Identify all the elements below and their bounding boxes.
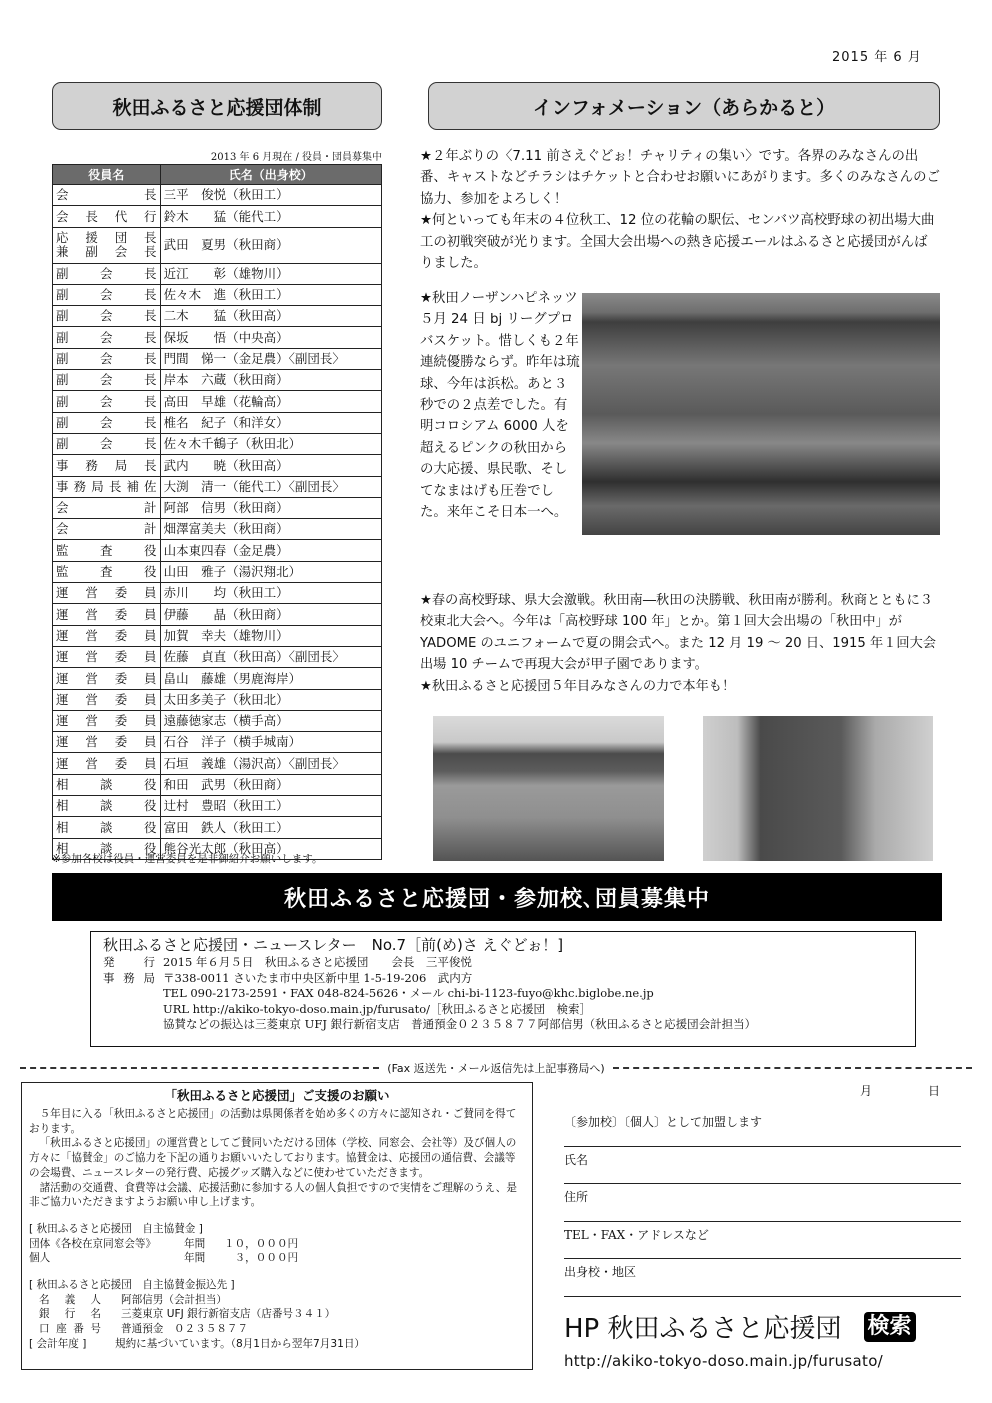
officer-role: 副会長 (53, 348, 161, 369)
officer-name: 石垣 義雄（湯沢高）〈副団長〉 (160, 753, 381, 774)
officer-role: 相談役 (53, 817, 161, 838)
officer-role: 事務局長補佐 (53, 476, 161, 497)
table-row (53, 497, 382, 518)
form-label-name: 氏名 (564, 1153, 589, 1167)
recruitment-banner: 秋田ふるさと応援団・参加校､団員募集中 (52, 873, 942, 921)
officer-role: 監査役 (53, 540, 161, 561)
photo-baseball-field-namahage (433, 716, 664, 861)
form-day-label: 日 (928, 1084, 941, 1098)
table-row (53, 646, 382, 667)
info-text-top (420, 146, 940, 274)
officer-name: 辻村 豊昭（秋田工） (160, 796, 381, 817)
officer-role: 運営委員 (53, 753, 161, 774)
info-paragraph-3: ★秋田ノーザンハピネッツ５月 24 日 bj リーグプロバスケット。惜しくも２年連続優勝ならず。昨年は琉球、今年は浜松。あと３秒での２点差でした。有明コロシアム 6000 人を超えるピンクの秋田からの大応援、県民歌、そしてなまはげも圧巻でした。来年こそ日本一へ。 (420, 291, 580, 521)
table-row (53, 476, 382, 497)
table-row (53, 185, 382, 206)
officer-name: 伊藤 晶（秋田商） (160, 604, 381, 625)
table-row (53, 284, 382, 305)
form-month-label: 月 (860, 1084, 873, 1098)
officer-name: 佐藤 貞直（秋田高）〈副団長〉 (160, 646, 381, 667)
table-header-row (53, 165, 382, 185)
officer-role: 会長代行 (53, 206, 161, 227)
support-paragraph-1: ５年目に入る「秋田ふるさと応援団」の活動は県関係者を始め多くの方々に認知され・ご賛同を得ております。 (29, 1108, 517, 1135)
bank-row (29, 1322, 525, 1337)
officer-name: 石谷 洋子（横手城南） (160, 732, 381, 753)
table-note: ※参加各校は役員・運営委員を是非御紹介お願いします。 (52, 853, 323, 865)
officer-name: 山田 雅子（湯沢翔北） (160, 561, 381, 582)
form-line-school[interactable] (564, 1296, 961, 1297)
officer-name: 保坂 悟（中央高） (160, 327, 381, 348)
fee-row (29, 1251, 525, 1266)
table-row (53, 753, 382, 774)
colophon-tel-row (103, 986, 903, 1002)
officer-role: 監査役 (53, 561, 161, 582)
search-badge[interactable]: 検索 (864, 1312, 916, 1342)
colophon-office-value: 〒338-0011 さいたま市中央区新中里 1-5-19-206 武内方 (163, 970, 473, 985)
form-label-address: 住所 (564, 1190, 589, 1204)
table-row (53, 327, 382, 348)
colophon-office-row (103, 971, 903, 987)
fiscal-row (29, 1337, 525, 1352)
dashed-divider (613, 1067, 972, 1069)
officer-role: 相談役 (53, 838, 161, 859)
officer-role: 運営委員 (53, 668, 161, 689)
section-header-information: インフォメーション（あらかると） (428, 82, 940, 130)
officer-name: 武田 夏男（秋田商） (160, 227, 381, 263)
table-row (53, 227, 382, 263)
table-row (53, 817, 382, 838)
officer-role: 相談役 (53, 796, 161, 817)
officer-name: 阿部 信男（秋田商） (160, 497, 381, 518)
officer-role: 会計 (53, 497, 161, 518)
table-row (53, 604, 382, 625)
officer-role: 副会長 (53, 263, 161, 284)
officer-role: 副会長 (53, 370, 161, 391)
info-paragraph-2: ★何といっても年末の４位秋工、12 位の花輪の駅伝、センバツ高校野球の初出場大曲工の初戦突破が光ります。全国大会出場への熱き応援エールはふるさと応援団がんばりました。 (420, 213, 935, 272)
officer-role: 相談役 (53, 774, 161, 795)
column-header-role: 役員名 (53, 165, 161, 185)
table-row (53, 206, 382, 227)
bank-heading: [ 秋田ふるさと応援団 自主協賛金振込先 ] (29, 1279, 235, 1292)
form-line-name[interactable] (564, 1183, 961, 1184)
officer-role-line: 兼副会長 (56, 244, 157, 260)
fee-period: 年間 (184, 1237, 206, 1250)
fee-row (29, 1237, 525, 1252)
fee-who: 個人 (29, 1252, 51, 1265)
officer-role: 運営委員 (53, 710, 161, 731)
fiscal-label: [ 会計年度 ] (29, 1337, 87, 1350)
officer-table (52, 164, 382, 860)
colophon-title: 秋田ふるさと応援団・ニュースレター No.7［前(め)さ えぐどぉ！] (103, 936, 564, 954)
fee-heading: [ 秋田ふるさと応援団 自主協賛金 ] (29, 1222, 203, 1235)
dashed-divider (20, 1067, 379, 1069)
table-row (53, 774, 382, 795)
form-line-contact[interactable] (564, 1258, 961, 1259)
table-row (53, 519, 382, 540)
officer-name: 岸本 六蔵（秋田商） (160, 370, 381, 391)
spacer (103, 1017, 163, 1033)
fee-amount: ３，０００円 (224, 1252, 299, 1265)
homepage-url[interactable]: http://akiko-tokyo-doso.main.jp/furusato/ (564, 1352, 884, 1370)
colophon-bank-row (103, 1017, 903, 1033)
info-paragraph-5: ★秋田ふるさと応援団５年目みなさんの力で本年も！ (420, 678, 736, 694)
officer-role: 会長 (53, 185, 161, 206)
support-paragraph-3: 諸活動の交通費、食費等は会議、応援活動に参加する人の個人負担ですので実情をご理解のうえ、是非ご協力いただきますようお願い申し上げます。 (29, 1181, 517, 1209)
officer-name: 富田 鉄人（秋田工） (160, 817, 381, 838)
officer-role: 事務局長 (53, 455, 161, 476)
table-row (53, 348, 382, 369)
colophon-url-link[interactable]: URL http://akiko-tokyo-doso.main.jp/furusato/［秋田ふるさと応援団 検索］ (163, 1001, 591, 1016)
info-paragraph-1: ★２年ぶりの〈7.11 前さえぐどぉ！チャリティの集い〉です。各界のみなさんの出番、キャストなどチラシはチケットと合わせお願いにあがります。多くのみなさんのご協力、参加をよろしく！ (420, 149, 940, 207)
officer-name: 赤川 均（秋田工） (160, 583, 381, 604)
officer-name: 熊谷光太郎（秋田高） (160, 838, 381, 859)
colophon-issue-label: 発行 (103, 955, 155, 969)
officer-name: 加賀 幸夫（雄物川） (160, 625, 381, 646)
officer-name: 二木 猛（秋田高） (160, 306, 381, 327)
support-request-box (21, 1082, 533, 1370)
colophon-issue-row (103, 955, 903, 971)
officer-role-line: 応援団長 (56, 230, 157, 246)
colophon-url-row (103, 1002, 903, 1018)
officer-role: 副会長 (53, 391, 161, 412)
fee-who: 団体《各校在京同窓会等》 (29, 1237, 157, 1250)
officer-name: 椎名 紀子（和洋女） (160, 412, 381, 433)
bank-key: 名義人 (39, 1293, 101, 1306)
officer-name: 佐々木 進（秋田工） (160, 284, 381, 305)
bank-row (29, 1293, 525, 1308)
form-label-contact: TEL・FAX・アドレスなど (564, 1228, 709, 1242)
officer-name: 武内 暁（秋田高） (160, 455, 381, 476)
officer-role (53, 227, 161, 263)
bank-key: 口座番号 (39, 1323, 101, 1336)
issue-date: 2015 年 6 月 (832, 50, 922, 65)
officer-role: 副会長 (53, 284, 161, 305)
officer-role: 運営委員 (53, 689, 161, 710)
table-row (53, 796, 382, 817)
table-row (53, 625, 382, 646)
info-text-bottom (420, 590, 945, 697)
officer-name: 畠山 藤雄（男鹿海岸） (160, 668, 381, 689)
colophon-contact[interactable]: TEL 090-2173-2591・FAX 048-824-5626・メール chi-bi-1123-fuyo@khc.biglobe.ne.jp (163, 986, 654, 1000)
spacer (103, 986, 163, 1002)
column-header-name: 氏名（出身校） (160, 165, 381, 185)
officer-name: 太田多美子（秋田北） (160, 689, 381, 710)
bank-row (29, 1307, 525, 1322)
support-paragraph-2: 「秋田ふるさと応援団」の運営費としてご賛同いただける団体（学校、同窓会、会社等）及び個人の方々に「協賛金」のご協力を下記の通りお願いいたしております。協賛金は、応援団の通信費、会議等の会場費、ニュースレターの発行費、応援グッズ購入などに使わせていただきます。 (29, 1137, 517, 1179)
homepage-title (564, 1308, 916, 1345)
officer-name: 山本東四春（金足農） (160, 540, 381, 561)
table-row (53, 583, 382, 604)
cut-line (20, 1061, 972, 1075)
form-line-membership[interactable] (564, 1146, 961, 1147)
info-paragraph-4: ★春の高校野球、県大会激戦。秋田南―秋田の決勝戦、秋田南が勝利。秋商とともに３校東北大会へ。今年は「高校野球 100 年」とか。第１回大会出場の「秋田中」が YADOME のユニフォームで夏の開会式へ。また 12 月 19 ～ 20 日、1915 年１回大会出場 10 チームで再現大会が甲子園であります。 (420, 593, 936, 673)
colophon-issue-value: 2015 年６月５日 秋田ふるさと応援団 会長 三平俊悦 (163, 955, 472, 969)
officer-name: 門間 悌一（金足農）〈副団長〉 (160, 348, 381, 369)
table-row (53, 412, 382, 433)
section-header-organization: 秋田ふるさと応援団体制 (52, 82, 382, 130)
table-caption: 2013 年 6 月現在 / 役員・団員募集中 (210, 152, 382, 163)
officer-table-body (53, 185, 382, 860)
officer-role: 副会長 (53, 433, 161, 454)
officer-role: 運営委員 (53, 646, 161, 667)
spacer (103, 1002, 163, 1018)
officer-name: 高田 早雄（花輪高） (160, 391, 381, 412)
spacer (29, 1266, 525, 1278)
table-row (53, 710, 382, 731)
officer-name: 鈴木 猛（能代工） (160, 206, 381, 227)
officer-name: 和田 武男（秋田商） (160, 774, 381, 795)
officer-role: 会計 (53, 519, 161, 540)
support-title: 「秋田ふるさと応援団」ご支援のお願い (164, 1088, 390, 1103)
form-label-school: 出身校・地区 (564, 1265, 637, 1279)
officer-name: 三平 俊悦（秋田工） (160, 185, 381, 206)
officer-name: 遠藤徳家志（横手高） (160, 710, 381, 731)
officer-role: 運営委員 (53, 732, 161, 753)
bank-value: 三菱東京 UFJ 銀行新宿支店（店番号３４１） (121, 1308, 336, 1321)
officer-role: 副会長 (53, 327, 161, 348)
table-row (53, 370, 382, 391)
table-row (53, 306, 382, 327)
officer-name: 佐々木千鶴子（秋田北） (160, 433, 381, 454)
homepage-title-text: HP 秋田ふるさと応援団 (564, 1314, 842, 1344)
table-row (53, 263, 382, 284)
officer-name: 畑澤富美夫（秋田商） (160, 519, 381, 540)
table-row (53, 668, 382, 689)
fee-amount: １０，０００円 (224, 1237, 299, 1250)
table-row (53, 455, 382, 476)
newsletter-colophon (90, 931, 916, 1047)
cut-line-text: (Fax 返送先・メール返信先は上記事務局へ) (387, 1062, 605, 1075)
bank-value: 阿部信男（会計担当） (121, 1293, 227, 1306)
fiscal-value: 規約に基づいています。（8月1日から翌年7月31日） (115, 1337, 366, 1350)
officer-role: 運営委員 (53, 604, 161, 625)
table-row (53, 689, 382, 710)
officer-name: 大渕 清一（能代工）〈副団長〉 (160, 476, 381, 497)
table-row (53, 732, 382, 753)
bank-key: 銀行名 (39, 1308, 101, 1321)
officer-role: 副会長 (53, 306, 161, 327)
photo-basketball-arena (582, 293, 940, 535)
fee-period: 年間 (184, 1252, 206, 1265)
officer-name: 近江 彰（雄物川） (160, 263, 381, 284)
bank-value: 普通預金 ０２３５８７７ (121, 1323, 249, 1336)
form-line-address[interactable] (564, 1221, 961, 1222)
table-row (53, 433, 382, 454)
table-row (53, 391, 382, 412)
spacer (29, 1210, 525, 1222)
table-row (53, 561, 382, 582)
form-label-membership: 〔参加校〕〔個人〕として加盟します (564, 1115, 763, 1129)
photo-group-namahage (703, 716, 933, 861)
officer-role: 運営委員 (53, 583, 161, 604)
colophon-bank: 協賛などの振込は三菱東京 UFJ 銀行新宿支店 普通預金０２３５８７７阿部信男（秋田ふるさと応援団会計担当） (163, 1017, 757, 1031)
table-row (53, 540, 382, 561)
officer-role: 副会長 (53, 412, 161, 433)
officer-role: 運営委員 (53, 625, 161, 646)
colophon-office-label: 事務局 (103, 970, 155, 985)
